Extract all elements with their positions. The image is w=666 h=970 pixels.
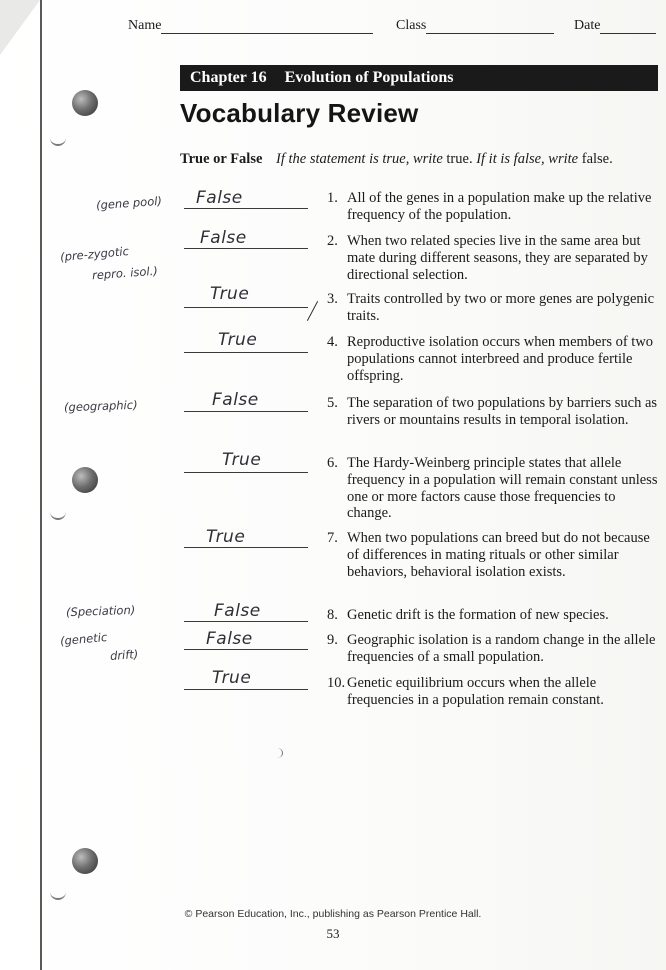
item-statement-10: Genetic equilibrium occurs when the allele frequencies in a population remain constant. — [347, 675, 604, 708]
folded-corner — [0, 0, 40, 55]
answer-1[interactable]: False — [196, 188, 243, 208]
note-genetic-drift-line-2: drift) — [109, 647, 139, 663]
item-statement-9: Geographic isolation is a random change in the allele frequencies of a small population. — [347, 632, 656, 665]
note-geographic: (geographic) — [63, 397, 138, 415]
item-number-7: 7. — [327, 530, 338, 546]
name-label: Name — [128, 18, 162, 33]
date-field — [574, 18, 656, 34]
chapter-number: Chapter 16 — [190, 69, 267, 86]
item-statement-1: All of the genes in a population make up the relative frequency of the population. — [347, 190, 652, 223]
instructions-word-false: false. — [581, 151, 613, 167]
item-number-9: 9. — [327, 632, 338, 648]
binder-hole — [72, 848, 98, 874]
hole-curl — [50, 508, 66, 520]
class-field — [396, 18, 554, 34]
answer-line-1 — [184, 208, 308, 209]
answer-5[interactable]: False — [212, 390, 259, 410]
item-statement-4: Reproductive isolation occurs when members of two populations cannot interbreed and produce fertile offspring. — [347, 334, 654, 384]
name-blank[interactable] — [161, 19, 373, 34]
instructions-label: True or False — [180, 151, 263, 167]
chapter-bar — [180, 65, 658, 91]
item-number-6: 6. — [327, 455, 338, 471]
answer-line-6 — [184, 472, 308, 473]
item-statement-8: Genetic drift is the formation of new species. — [347, 607, 609, 623]
page-number: 53 — [326, 926, 340, 941]
note-prezygotic-line-2: repro. isol.) — [91, 263, 159, 283]
class-blank[interactable] — [426, 19, 554, 34]
instructions — [180, 150, 650, 168]
instructions-text-1: If the statement is true, write — [276, 151, 443, 167]
item-number-8: 8. — [327, 607, 338, 623]
instructions-text-2: If it is false, write — [476, 151, 579, 167]
hole-curl — [50, 888, 66, 900]
item-statement-7: When two populations can breed but do not because of differences in mating rituals or other similar behaviors, behavioral isolation exists. — [347, 530, 650, 580]
name-field — [128, 18, 373, 34]
binder-hole — [72, 90, 98, 116]
note-prezygotic-line-1: (pre-zygotic — [59, 244, 130, 264]
answer-3[interactable]: True — [210, 284, 250, 304]
date-label: Date — [574, 18, 601, 33]
pencil-tick-mark — [307, 301, 318, 321]
answer-line-5 — [184, 411, 308, 412]
instructions-word-true: true. — [446, 151, 473, 167]
item-number-5: 5. — [327, 395, 338, 411]
answer-7[interactable]: True — [206, 527, 246, 547]
answer-9[interactable]: False — [206, 629, 253, 649]
item-number-4: 4. — [327, 334, 338, 350]
note-speciation: (Speciation) — [65, 602, 136, 620]
copyright-footer: © Pearson Education, Inc., publishing as Pearson Prentice Hall. — [184, 908, 482, 920]
answer-line-9 — [184, 649, 308, 650]
answer-4[interactable]: True — [218, 330, 258, 350]
answer-line-3 — [184, 307, 308, 308]
answer-line-10 — [184, 689, 308, 690]
answer-line-8 — [184, 621, 308, 622]
item-statement-6: The Hardy-Weinberg principle states that allele frequency in a population will remain constant unless one or more factors cause those frequencies to change. — [347, 455, 658, 522]
item-number-2: 2. — [327, 233, 338, 249]
note-genetic-drift-line-1: (genetic — [59, 629, 108, 649]
answer-10[interactable]: True — [212, 668, 252, 688]
answer-6[interactable]: True — [222, 450, 262, 470]
answer-line-4 — [184, 352, 308, 353]
item-statement-3: Traits controlled by two or more genes are polygenic traits. — [347, 291, 655, 324]
item-number-3: 3. — [327, 291, 338, 307]
binder-hole — [72, 467, 98, 493]
answer-8[interactable]: False — [214, 601, 261, 621]
item-statement-2: When two related species live in the same area but mate during different seasons, they are separated by directional selection. — [347, 233, 648, 283]
answer-line-7 — [184, 547, 308, 548]
item-number-10: 10. — [327, 675, 346, 691]
page-title: Vocabulary Review — [180, 98, 419, 128]
hole-curl — [50, 134, 66, 146]
pencil-mark — [272, 748, 283, 758]
chapter-title: Evolution of Populations — [284, 69, 454, 86]
class-label: Class — [396, 18, 427, 33]
date-blank[interactable] — [600, 19, 656, 34]
answer-line-2 — [184, 248, 308, 249]
page-margin-line — [40, 0, 42, 970]
item-number-1: 1. — [327, 190, 338, 206]
note-gene-pool: (gene pool) — [95, 193, 163, 213]
answer-2[interactable]: False — [200, 228, 247, 248]
item-statement-5: The separation of two populations by barriers such as rivers or mountains results in temporal isolation. — [347, 395, 658, 428]
